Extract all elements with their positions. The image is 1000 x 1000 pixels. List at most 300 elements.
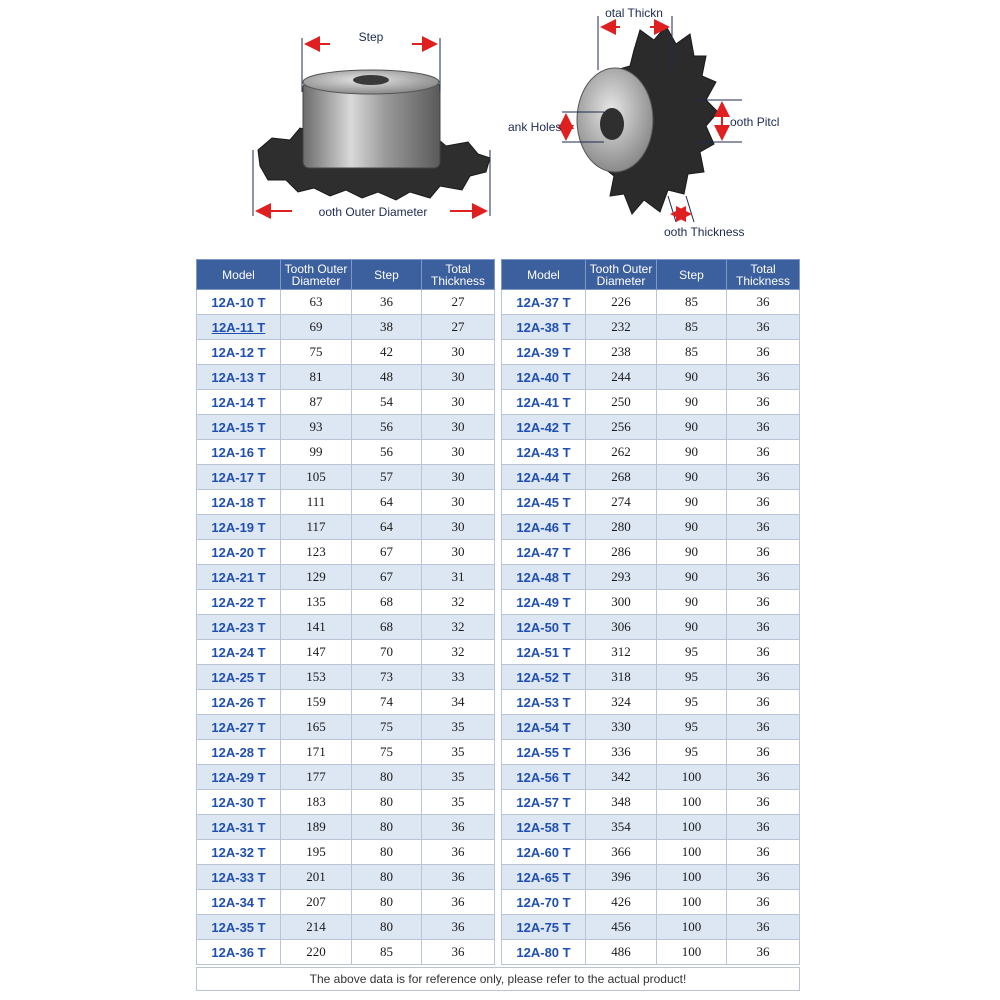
- total-thickness-cell: 30: [422, 415, 495, 440]
- total-thickness-cell: 36: [727, 565, 800, 590]
- step-cell: 90: [657, 565, 727, 590]
- table-row: [197, 890, 495, 915]
- tooth-outer-diameter-cell: 486: [586, 940, 657, 965]
- tooth-outer-diameter-cell: 268: [586, 465, 657, 490]
- tooth-thickness-label: ooth Thickness: [664, 225, 745, 239]
- total-thickness-cell: 36: [422, 815, 495, 840]
- table-row: [502, 790, 800, 815]
- table-row: [502, 715, 800, 740]
- tooth-outer-diameter-cell: 318: [586, 665, 657, 690]
- tooth-outer-diameter-cell: 189: [281, 815, 352, 840]
- table-row: [502, 440, 800, 465]
- step-cell: 100: [657, 815, 727, 840]
- step-cell: 75: [352, 740, 422, 765]
- header-total-line2: Thickness: [735, 273, 791, 288]
- tooth-outer-diameter-cell: 286: [586, 540, 657, 565]
- total-thickness-cell: 36: [727, 940, 800, 965]
- left-table-body: [197, 290, 495, 965]
- total-thickness-cell: 27: [422, 290, 495, 315]
- tooth-outer-diameter-cell: 250: [586, 390, 657, 415]
- step-cell: 90: [657, 440, 727, 465]
- table-row: [502, 665, 800, 690]
- tooth-outer-diameter-label: ooth Outer Diameter: [318, 205, 428, 219]
- total-thickness-cell: 36: [422, 940, 495, 965]
- model-cell: 12A-65 T: [502, 865, 586, 890]
- total-thickness-cell: 35: [422, 790, 495, 815]
- model-cell: 12A-56 T: [502, 765, 586, 790]
- table-row: [197, 840, 495, 865]
- table-row: [197, 740, 495, 765]
- tooth-outer-diameter-cell: 165: [281, 715, 352, 740]
- tooth-outer-diameter-cell: 75: [281, 340, 352, 365]
- total-thickness-cell: 30: [422, 440, 495, 465]
- step-cell: 56: [352, 440, 422, 465]
- model-cell: 12A-26 T: [197, 690, 281, 715]
- model-cell: 12A-12 T: [197, 340, 281, 365]
- total-thickness-cell: 36: [727, 840, 800, 865]
- step-cell: 70: [352, 640, 422, 665]
- total-thickness-cell: 36: [727, 790, 800, 815]
- model-cell: 12A-45 T: [502, 490, 586, 515]
- table-row: [502, 390, 800, 415]
- step-cell: 64: [352, 515, 422, 540]
- total-thickness-cell: 36: [727, 665, 800, 690]
- model-cell: 12A-25 T: [197, 665, 281, 690]
- table-row: [502, 415, 800, 440]
- step-cell: 85: [657, 290, 727, 315]
- tooth-outer-diameter-cell: 330: [586, 715, 657, 740]
- header-tooth-outer-line2: Diameter: [291, 273, 341, 288]
- total-thickness-cell: 36: [727, 465, 800, 490]
- header-total-line1: Total: [750, 261, 776, 276]
- step-cell: 90: [657, 465, 727, 490]
- table-row: [197, 665, 495, 690]
- sprocket-diagram: [0, 0, 1000, 250]
- tooth-outer-diameter-cell: 201: [281, 865, 352, 890]
- table-row: [197, 290, 495, 315]
- model-cell: 12A-75 T: [502, 915, 586, 940]
- model-cell: 12A-37 T: [502, 290, 586, 315]
- model-cell: 12A-35 T: [197, 915, 281, 940]
- tooth-outer-diameter-cell: 129: [281, 565, 352, 590]
- total-thickness-cell: 35: [422, 765, 495, 790]
- total-thickness-cell: 36: [727, 615, 800, 640]
- model-cell: 12A-23 T: [197, 615, 281, 640]
- right-shaft-hole: [600, 108, 624, 140]
- tooth-outer-diameter-cell: 348: [586, 790, 657, 815]
- table-row: [197, 340, 495, 365]
- table-row: [197, 690, 495, 715]
- model-cell: 12A-28 T: [197, 740, 281, 765]
- step-cell: 80: [352, 765, 422, 790]
- table-row: [502, 640, 800, 665]
- table-row: [502, 590, 800, 615]
- total-thickness-cell: 36: [727, 890, 800, 915]
- tooth-outer-diameter-cell: 99: [281, 440, 352, 465]
- shank-holes-label: ank Holes: [508, 120, 562, 134]
- tooth-outer-diameter-cell: 354: [586, 815, 657, 840]
- step-cell: 67: [352, 540, 422, 565]
- total-thickness-cell: 30: [422, 490, 495, 515]
- step-cell: 85: [657, 340, 727, 365]
- tooth-outer-diameter-cell: 238: [586, 340, 657, 365]
- step-cell: 95: [657, 665, 727, 690]
- model-cell: 12A-53 T: [502, 690, 586, 715]
- table-row: [502, 490, 800, 515]
- step-cell: 68: [352, 615, 422, 640]
- total-thickness-cell: 36: [727, 815, 800, 840]
- total-thickness-cell: 35: [422, 715, 495, 740]
- table-row: [197, 590, 495, 615]
- header-tooth-outer-line1: Tooth Outer: [589, 261, 653, 276]
- model-cell: 12A-58 T: [502, 815, 586, 840]
- table-row: [197, 390, 495, 415]
- table-row: [197, 815, 495, 840]
- total-thickness-cell: 34: [422, 690, 495, 715]
- total-thickness-cell: 36: [727, 315, 800, 340]
- step-cell: 85: [352, 940, 422, 965]
- step-cell: 73: [352, 665, 422, 690]
- model-cell: 12A-47 T: [502, 540, 586, 565]
- table-row: [502, 315, 800, 340]
- table-row: [197, 490, 495, 515]
- model-cell: 12A-44 T: [502, 465, 586, 490]
- table-header-row: [197, 260, 495, 290]
- table-row: [197, 365, 495, 390]
- model-cell: 12A-21 T: [197, 565, 281, 590]
- step-cell: 80: [352, 790, 422, 815]
- header-total-thickness: [727, 260, 800, 290]
- total-thickness-cell: 36: [727, 290, 800, 315]
- table-row: [502, 740, 800, 765]
- step-cell: 100: [657, 865, 727, 890]
- total-thickness-label: otal Thickn: [605, 6, 663, 20]
- tooth-outer-diameter-cell: 105: [281, 465, 352, 490]
- header-tooth-outer-diameter: [281, 260, 352, 290]
- total-thickness-cell: 36: [727, 440, 800, 465]
- table-row: [197, 765, 495, 790]
- total-thickness-cell: 36: [727, 915, 800, 940]
- total-thickness-cell: 36: [727, 865, 800, 890]
- step-cell: 68: [352, 590, 422, 615]
- model-cell: 12A-17 T: [197, 465, 281, 490]
- model-cell: 12A-27 T: [197, 715, 281, 740]
- step-cell: 54: [352, 390, 422, 415]
- table-row: [502, 815, 800, 840]
- model-cell: 12A-19 T: [197, 515, 281, 540]
- step-cell: 36: [352, 290, 422, 315]
- step-cell: 80: [352, 840, 422, 865]
- step-cell: 90: [657, 415, 727, 440]
- step-cell: 80: [352, 815, 422, 840]
- total-thickness-cell: 36: [727, 715, 800, 740]
- model-cell: 12A-42 T: [502, 415, 586, 440]
- model-cell: 12A-54 T: [502, 715, 586, 740]
- tooth-outer-diameter-cell: 69: [281, 315, 352, 340]
- table-row: [502, 540, 800, 565]
- table-header-row: [502, 260, 800, 290]
- tooth-outer-diameter-cell: 93: [281, 415, 352, 440]
- header-model: Model: [197, 260, 281, 290]
- table-row: [197, 540, 495, 565]
- table-row: [197, 940, 495, 965]
- total-thickness-cell: 36: [727, 590, 800, 615]
- total-thickness-cell: 36: [727, 490, 800, 515]
- tooth-outer-diameter-cell: 324: [586, 690, 657, 715]
- step-cell: 42: [352, 340, 422, 365]
- sprocket-hub: [303, 82, 440, 168]
- tooth-outer-diameter-cell: 177: [281, 765, 352, 790]
- total-thickness-cell: 32: [422, 590, 495, 615]
- model-cell: 12A-24 T: [197, 640, 281, 665]
- model-cell: 12A-32 T: [197, 840, 281, 865]
- model-cell[interactable]: 12A-11 T: [197, 315, 281, 340]
- model-cell: 12A-18 T: [197, 490, 281, 515]
- tooth-outer-diameter-cell: 456: [586, 915, 657, 940]
- step-cell: 90: [657, 540, 727, 565]
- total-thickness-cell: 27: [422, 315, 495, 340]
- total-thickness-cell: 31: [422, 565, 495, 590]
- total-thickness-cell: 36: [727, 415, 800, 440]
- total-thickness-cell: 36: [422, 840, 495, 865]
- step-cell: 90: [657, 590, 727, 615]
- model-cell: 12A-34 T: [197, 890, 281, 915]
- total-thickness-cell: 36: [727, 765, 800, 790]
- step-cell: 90: [657, 490, 727, 515]
- header-total-line1: Total: [445, 261, 471, 276]
- table-row: [502, 340, 800, 365]
- table-row: [502, 840, 800, 865]
- tooth-outer-diameter-cell: 396: [586, 865, 657, 890]
- total-thickness-cell: 36: [727, 340, 800, 365]
- table-row: [502, 290, 800, 315]
- table-row: [502, 615, 800, 640]
- table-row: [197, 465, 495, 490]
- model-cell: 12A-15 T: [197, 415, 281, 440]
- model-cell: 12A-70 T: [502, 890, 586, 915]
- table-row: [502, 915, 800, 940]
- step-cell: 95: [657, 690, 727, 715]
- header-tooth-outer-line2: Diameter: [596, 273, 646, 288]
- tooth-outer-diameter-cell: 293: [586, 565, 657, 590]
- step-cell: 75: [352, 715, 422, 740]
- header-step: Step: [352, 260, 422, 290]
- step-cell: 100: [657, 790, 727, 815]
- tooth-outer-diameter-cell: 135: [281, 590, 352, 615]
- spec-table-right: [501, 259, 800, 965]
- step-cell: 100: [657, 915, 727, 940]
- tooth-outer-diameter-cell: 183: [281, 790, 352, 815]
- step-cell: 80: [352, 890, 422, 915]
- table-row: [502, 890, 800, 915]
- tooth-outer-diameter-cell: 366: [586, 840, 657, 865]
- model-cell: 12A-38 T: [502, 315, 586, 340]
- model-cell: 12A-31 T: [197, 815, 281, 840]
- total-thickness-cell: 32: [422, 640, 495, 665]
- tooth-outer-diameter-cell: 342: [586, 765, 657, 790]
- table-row: [197, 715, 495, 740]
- tooth-pitch-label: ooth Pitcl: [730, 115, 780, 129]
- tooth-outer-diameter-cell: 262: [586, 440, 657, 465]
- model-cell: 12A-48 T: [502, 565, 586, 590]
- step-cell: 95: [657, 715, 727, 740]
- reference-footnote: The above data is for reference only, please refer to the actual product!: [196, 967, 800, 991]
- model-cell: 12A-41 T: [502, 390, 586, 415]
- table-row: [197, 640, 495, 665]
- table-row: [502, 565, 800, 590]
- spec-table-left: [196, 259, 495, 965]
- model-cell: 12A-49 T: [502, 590, 586, 615]
- total-thickness-cell: 36: [422, 890, 495, 915]
- step-cell: 95: [657, 640, 727, 665]
- table-row: [502, 515, 800, 540]
- model-cell: 12A-51 T: [502, 640, 586, 665]
- tooth-outer-diameter-cell: 280: [586, 515, 657, 540]
- table-row: [502, 940, 800, 965]
- model-cell: 12A-80 T: [502, 940, 586, 965]
- total-thickness-cell: 33: [422, 665, 495, 690]
- model-cell: 12A-16 T: [197, 440, 281, 465]
- model-cell: 12A-60 T: [502, 840, 586, 865]
- total-thickness-cell: 36: [727, 690, 800, 715]
- step-cell: 90: [657, 515, 727, 540]
- total-thickness-cell: 32: [422, 615, 495, 640]
- table-row: [197, 865, 495, 890]
- tooth-outer-diameter-cell: 63: [281, 290, 352, 315]
- tooth-outer-diameter-cell: 123: [281, 540, 352, 565]
- table-row: [197, 915, 495, 940]
- tooth-outer-diameter-cell: 300: [586, 590, 657, 615]
- model-cell: 12A-29 T: [197, 765, 281, 790]
- tooth-outer-diameter-cell: 141: [281, 615, 352, 640]
- tooth-outer-diameter-cell: 232: [586, 315, 657, 340]
- header-tooth-outer-diameter: [586, 260, 657, 290]
- step-cell: 90: [657, 390, 727, 415]
- tooth-outer-diameter-cell: 306: [586, 615, 657, 640]
- table-row: [502, 690, 800, 715]
- model-cell: 12A-50 T: [502, 615, 586, 640]
- spec-tables: [196, 259, 800, 991]
- model-cell: 12A-10 T: [197, 290, 281, 315]
- step-cell: 56: [352, 415, 422, 440]
- table-row: [502, 465, 800, 490]
- tooth-outer-diameter-cell: 426: [586, 890, 657, 915]
- step-cell: 85: [657, 315, 727, 340]
- step-cell: 100: [657, 840, 727, 865]
- tooth-outer-diameter-cell: 153: [281, 665, 352, 690]
- model-cell: 12A-13 T: [197, 365, 281, 390]
- model-cell: 12A-46 T: [502, 515, 586, 540]
- step-cell: 90: [657, 365, 727, 390]
- step-cell: 80: [352, 915, 422, 940]
- total-thickness-cell: 30: [422, 390, 495, 415]
- model-cell: 12A-14 T: [197, 390, 281, 415]
- tooth-outer-diameter-cell: 256: [586, 415, 657, 440]
- table-row: [197, 565, 495, 590]
- model-cell: 12A-30 T: [197, 790, 281, 815]
- header-tooth-outer-line1: Tooth Outer: [284, 261, 348, 276]
- shaft-hole: [353, 75, 389, 85]
- total-thickness-cell: 36: [727, 390, 800, 415]
- model-cell: 12A-36 T: [197, 940, 281, 965]
- table-row: [502, 365, 800, 390]
- tooth-outer-diameter-cell: 117: [281, 515, 352, 540]
- total-thickness-cell: 30: [422, 540, 495, 565]
- header-total-line2: Thickness: [430, 273, 486, 288]
- tooth-outer-diameter-cell: 226: [586, 290, 657, 315]
- model-cell: 12A-43 T: [502, 440, 586, 465]
- total-thickness-cell: 30: [422, 365, 495, 390]
- tooth-outer-diameter-cell: 312: [586, 640, 657, 665]
- header-model: Model: [502, 260, 586, 290]
- total-thickness-cell: 36: [727, 640, 800, 665]
- tooth-outer-diameter-cell: 195: [281, 840, 352, 865]
- step-cell: 64: [352, 490, 422, 515]
- table-row: [197, 440, 495, 465]
- tooth-outer-diameter-cell: 336: [586, 740, 657, 765]
- tooth-outer-diameter-cell: 147: [281, 640, 352, 665]
- step-cell: 48: [352, 365, 422, 390]
- tooth-outer-diameter-cell: 220: [281, 940, 352, 965]
- step-cell: 95: [657, 740, 727, 765]
- total-thickness-cell: 36: [727, 540, 800, 565]
- step-cell: 80: [352, 865, 422, 890]
- step-cell: 100: [657, 765, 727, 790]
- table-row: [197, 415, 495, 440]
- table-row: [197, 515, 495, 540]
- model-cell: 12A-57 T: [502, 790, 586, 815]
- sprocket-side-view: [258, 70, 490, 200]
- tooth-outer-diameter-cell: 159: [281, 690, 352, 715]
- total-thickness-cell: 30: [422, 340, 495, 365]
- total-thickness-cell: 30: [422, 515, 495, 540]
- model-cell: 12A-40 T: [502, 365, 586, 390]
- total-thickness-cell: 30: [422, 465, 495, 490]
- total-thickness-cell: 36: [727, 365, 800, 390]
- model-cell: 12A-22 T: [197, 590, 281, 615]
- step-cell: 90: [657, 615, 727, 640]
- table-row: [502, 765, 800, 790]
- tooth-outer-diameter-cell: 207: [281, 890, 352, 915]
- tooth-outer-diameter-cell: 244: [586, 365, 657, 390]
- model-cell: 12A-33 T: [197, 865, 281, 890]
- step-cell: 57: [352, 465, 422, 490]
- model-cell: 12A-20 T: [197, 540, 281, 565]
- table-row: [502, 865, 800, 890]
- total-thickness-cell: 35: [422, 740, 495, 765]
- step-cell: 74: [352, 690, 422, 715]
- step-cell: 100: [657, 890, 727, 915]
- step-cell: 100: [657, 940, 727, 965]
- total-thickness-cell: 36: [727, 740, 800, 765]
- tooth-outer-diameter-cell: 214: [281, 915, 352, 940]
- tooth-outer-diameter-cell: 81: [281, 365, 352, 390]
- total-thickness-cell: 36: [727, 515, 800, 540]
- header-step: Step: [657, 260, 727, 290]
- model-cell: 12A-39 T: [502, 340, 586, 365]
- total-thickness-cell: 36: [422, 865, 495, 890]
- model-cell: 12A-52 T: [502, 665, 586, 690]
- header-total-thickness: [422, 260, 495, 290]
- right-table-body: [502, 290, 800, 965]
- total-thickness-cell: 36: [422, 915, 495, 940]
- tooth-outer-diameter-cell: 171: [281, 740, 352, 765]
- step-label: Step: [358, 30, 384, 44]
- step-cell: 67: [352, 565, 422, 590]
- table-row: [197, 790, 495, 815]
- model-cell: 12A-55 T: [502, 740, 586, 765]
- table-row: [197, 315, 495, 340]
